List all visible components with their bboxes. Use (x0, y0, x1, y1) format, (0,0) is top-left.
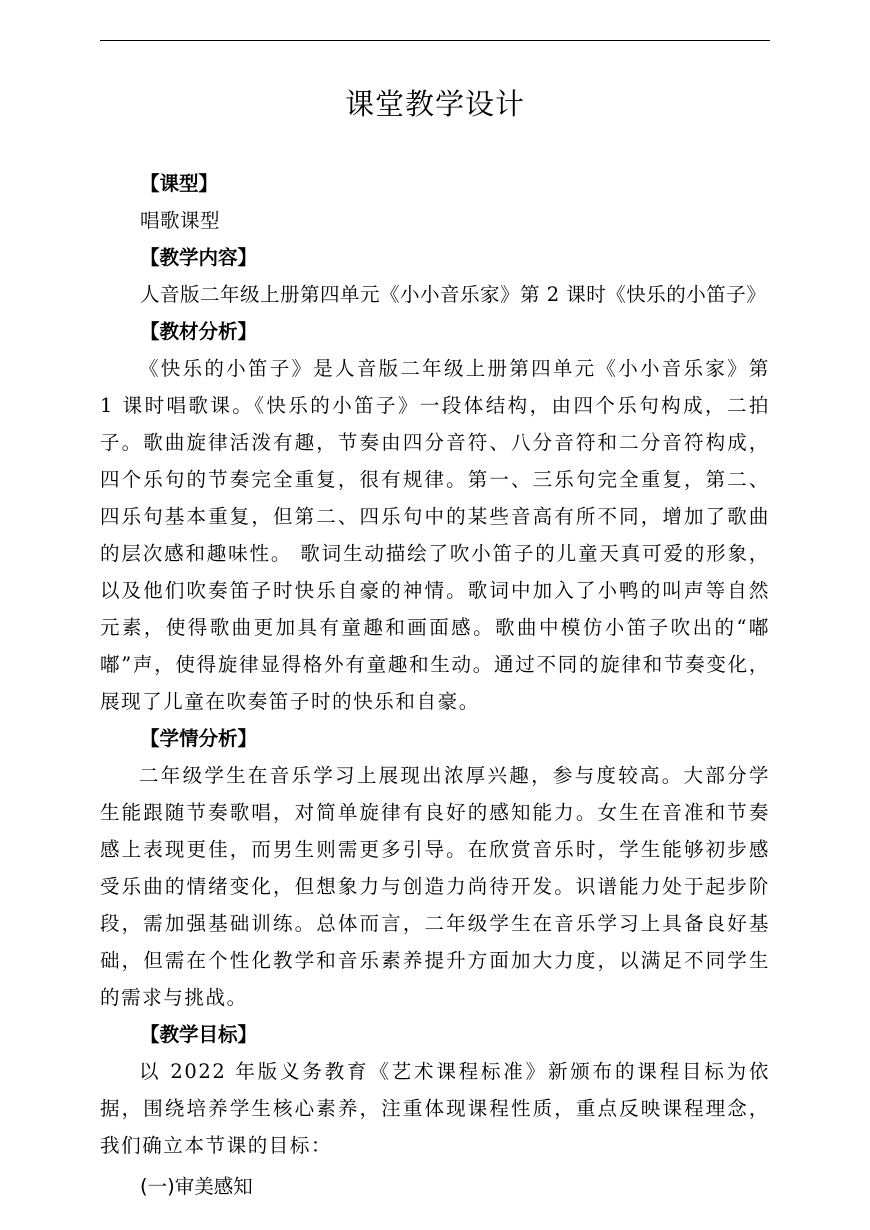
header-rule (100, 40, 770, 41)
page-title: 课堂教学设计 (344, 87, 525, 121)
student-analysis-paragraph: 二年级学生在音乐学习上展现出浓厚兴趣，参与度较高。大部分学生能跟随节奏歌唱，对简单旋律有良好的感知能力。女生在音准和节奏感上表现更佳，而男生则需更多引导。在欣赏音乐时，学生能够初步感受乐曲的情绪变化，但想象力与创造力尚待开发。识谱能力处于起步阶段，需加强基础训练。总体而言，二年级学生在音乐学习上具备良好基础，但需在个性化教学和音乐素养提升方面加大力度，以满足不同学生的需求与挑战。 (100, 764, 770, 1009)
section-heading-material-analysis: 【教材分析】 (140, 320, 258, 343)
teaching-content-text: 人音版二年级上册第四单元《小小音乐家》第 2 课时《快乐的小笛子》 (140, 283, 767, 306)
teaching-goals-paragraph: 以 2022 年版义务教育《艺术课程标准》新颁布的课程目标为依据，围绕培养学生核心素养，注重体现课程性质，重点反映课程理念，我们确立本节课的目标： (100, 1060, 770, 1157)
section-heading-student-analysis: 【学情分析】 (140, 727, 258, 750)
section-heading-teaching-goals: 【教学目标】 (140, 1023, 258, 1046)
document-body (100, 165, 770, 1205)
section-heading-lesson-type: 【课型】 (140, 172, 219, 195)
subheading-aesthetic-perception: (一)审美感知 (140, 1175, 253, 1198)
section-heading-teaching-content: 【教学内容】 (140, 246, 258, 269)
material-analysis-paragraph: 《快乐的小笛子》是人音版二年级上册第四单元《小小音乐家》第 1 课时唱歌课。《快乐的小笛子》一段体结构，由四个乐句构成，二拍子。歌曲旋律活泼有趣，节奏由四分音符、八分音符和二分音符构成，四个乐句的节奏完全重复，很有规律。第一、三乐句完全重复，第二、四乐句基本重复，但第二、四乐句中的某些音高有所不同，增加了歌曲的层次感和趣味性。 歌词生动描绘了吹小笛子的儿童天真可爱的形象，以及他们吹奏笛子时快乐自豪的神情。歌词中加入了小鸭的叫声等自然元素，使得歌曲更加具有童趣和画面感。歌曲中模仿小笛子吹出的“嘟嘟”声，使得旋律显得格外有童趣和生动。通过不同的旋律和节奏变化，展现了儿童在吹奏笛子时的快乐和自豪。 (100, 357, 770, 713)
lesson-type-text: 唱歌课型 (140, 209, 221, 232)
